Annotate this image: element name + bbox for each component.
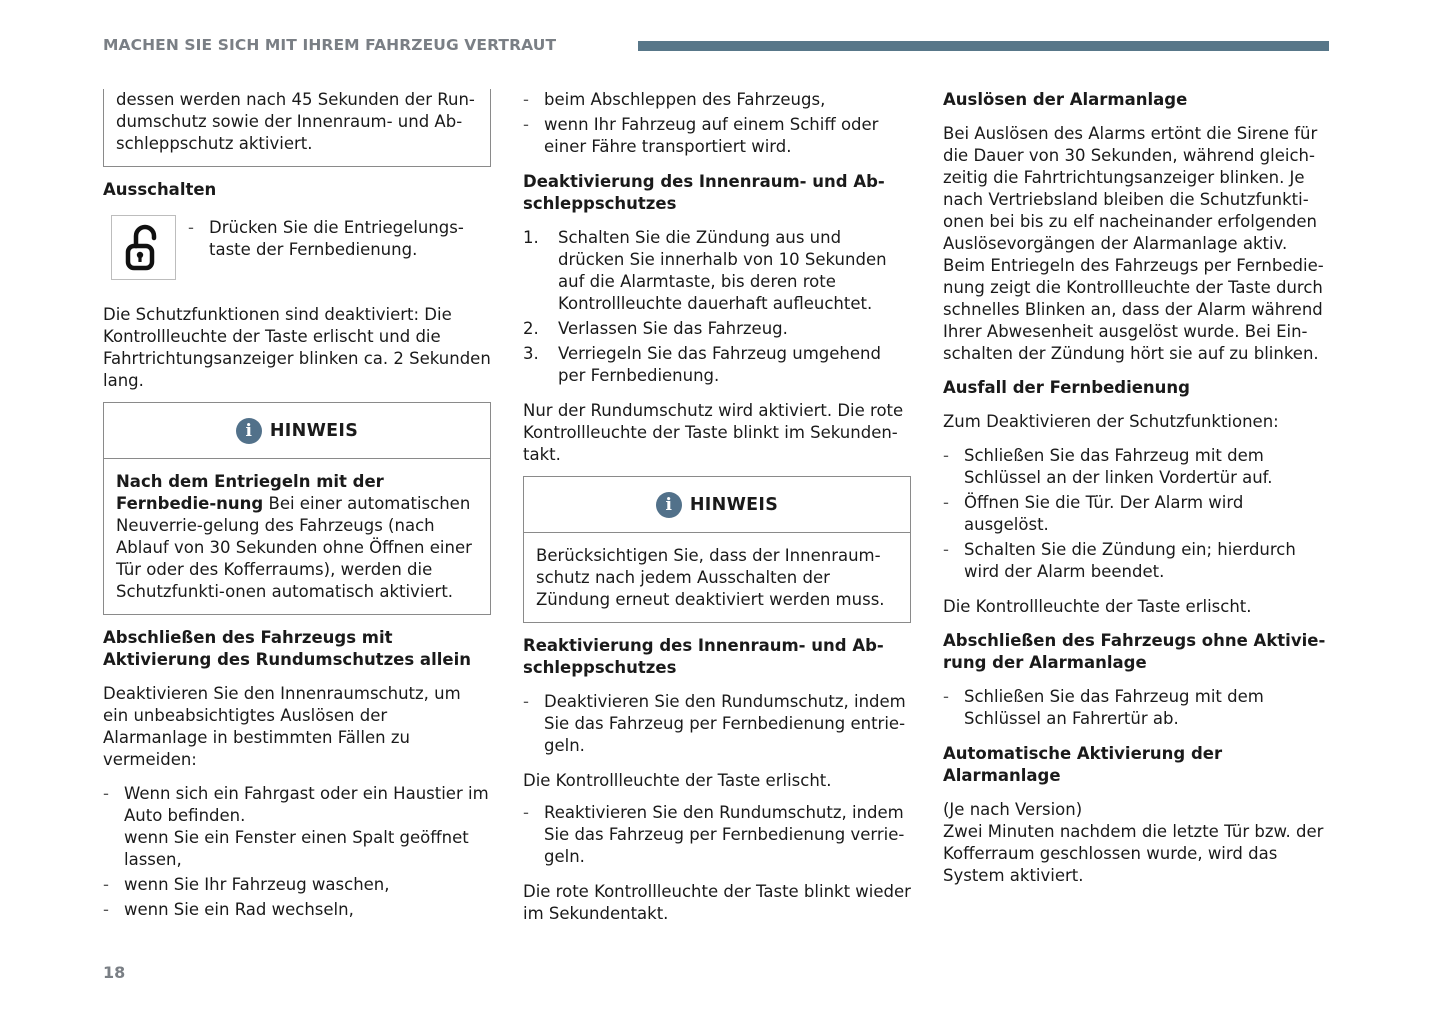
page-number: 18 — [103, 963, 126, 982]
reaktivierung-text-1: Die Kontrollleuchte der Taste erlischt. — [523, 771, 832, 790]
reaktivierung-list-2 — [523, 802, 911, 868]
ohne-alarm-list — [943, 686, 1331, 730]
auto-text: Zwei Minuten nachdem die letzte Tür bzw. der Kofferraum geschlossen wurde, wird das System aktiviert. — [943, 822, 1324, 885]
section-title: MACHEN SIE SICH MIT IHREM FAHRZEUG VERTRAUT — [103, 36, 557, 54]
hinweis-header — [104, 403, 490, 459]
hinweis-body — [104, 459, 490, 614]
deaktiviert-text: Die Schutzfunktionen sind deaktiviert: Die Kontrollleuchte der Taste erlischt und die Fahrtrichtungsanzeiger blinken ca. 2 Sekunden lang. — [103, 305, 491, 390]
column-2 — [523, 89, 911, 925]
ausschalten-heading: Ausschalten — [103, 180, 217, 199]
step-number: 3. — [523, 344, 539, 363]
hinweis-body — [524, 533, 910, 622]
step-item — [523, 343, 911, 387]
hinweis-title: HINWEIS — [689, 494, 779, 515]
list-item: - wenn Ihr Fahrzeug auf einem Schiff oder einer Fähre transportiert wird. — [523, 114, 911, 158]
ohne-alarm-heading: Abschließen des Fahrzeugs ohne Aktivie-rung der Alarmanlage — [943, 631, 1326, 672]
list-item: - Deaktivieren Sie den Rundumschutz, indem Sie das Fahrzeug per Fernbedienung entrie-geln. — [523, 691, 911, 757]
list-item: - Schalten Sie die Zündung ein; hierdurch wird der Alarm beendet. — [943, 539, 1331, 583]
info-icon: i — [236, 418, 262, 444]
hinweis-text: Berücksichtigen Sie, dass der Innenraum-schutz nach jedem Ausschalten der Zündung erneut deaktiviert werden muss. — [536, 546, 885, 609]
ausfall-text: Zum Deaktivieren der Schutzfunktionen: — [943, 412, 1279, 431]
ausschalten-row — [103, 213, 491, 280]
unlock-icon-frame — [111, 215, 176, 280]
hinweis-box-1 — [103, 402, 491, 615]
hinweis-box-2 — [523, 476, 911, 623]
deaktivierung-steps — [523, 227, 911, 387]
step-number: 1. — [523, 228, 539, 247]
rundumschutz-heading: Abschließen des Fahrzeugs mit Aktivierung des Rundumschutzes allein — [103, 628, 471, 669]
list-item: - beim Abschleppen des Fahrzeugs, — [523, 89, 911, 111]
list-item: - Öffnen Sie die Tür. Der Alarm wird ausgelöst. — [943, 492, 1331, 536]
step-number: 2. — [523, 319, 539, 338]
ausfall-heading: Ausfall der Fernbedienung — [943, 378, 1190, 397]
hinweis-bold: Nach dem Entriegeln mit der Fernbedie-nung — [116, 472, 384, 513]
step-text: Verriegeln Sie das Fahrzeug umgehend per Fernbedienung. — [558, 344, 881, 385]
list-item — [103, 783, 491, 871]
header-rule — [638, 41, 1329, 51]
hinweis-header — [524, 477, 910, 533]
alarm-text: Bei Auslösen des Alarms ertönt die Sirene für die Dauer von 30 Sekunden, während gleich-zeitig die Fahrtrichtungsanzeiger blinken. Je nach Vertriebsland bleiben die Schutzfunkti-onen bei bis zu elf nacheinander erfolgenden Auslösevorgängen der Alarmanlage aktiv. Beim Entriegeln des Fahrzeugs per Fernbedie-nung zeigt die Kontrollleuchte der Taste durch schnelles Blinken an, dass der Alarm während Ihrer Abwesenheit ausgelöst wurde. Bei Ein-schalten der Zündung hört sie auf zu blinken. — [943, 124, 1324, 363]
list-item: - Schließen Sie das Fahrzeug mit dem Schlüssel an Fahrertür ab. — [943, 686, 1331, 730]
auto-aktivierung-heading: Automatische Aktivierung der Alarmanlage — [943, 744, 1223, 785]
deaktivierung-result: Nur der Rundumschutz wird aktiviert. Die rote Kontrollleuchte der Taste blinkt im Sekunden-takt. — [523, 401, 904, 464]
hinweis-text — [116, 471, 478, 603]
list-item-line: Wenn sich ein Fahrgast oder ein Haustier im Auto befinden. — [124, 784, 489, 825]
ausfall-list — [943, 445, 1331, 583]
list-item: - Schließen Sie das Fahrzeug mit dem Schlüssel an der linken Vordertür auf. — [943, 445, 1331, 489]
alarm-heading: Auslösen der Alarmanlage — [943, 90, 1188, 109]
unlock-icon — [122, 224, 166, 272]
info-icon: i — [656, 492, 682, 518]
list-item: - wenn Sie Ihr Fahrzeug waschen, — [103, 874, 491, 896]
step-text: Schalten Sie die Zündung aus und drücken Sie innerhalb von 10 Sekunden auf die Alarmtaste, bis deren rote Kontrollleuchte dauerhaft aufleuchtet. — [558, 228, 887, 313]
rundumschutz-text: Deaktivieren Sie den Innenraumschutz, um ein unbeabsichtigtes Auslösen der Alarmanlage in bestimmten Fällen zu vermeiden: — [103, 684, 461, 769]
page-header — [103, 36, 1329, 56]
rundumschutz-list — [103, 783, 491, 921]
reaktivierung-list-1 — [523, 691, 911, 757]
list-item-line: wenn Sie ein Fenster einen Spalt geöffnet lassen, — [124, 828, 469, 869]
continued-box-text: dessen werden nach 45 Sekunden der Run-dumschutz sowie der Innenraum- und Ab-schleppschutz aktiviert. — [116, 90, 475, 153]
reaktivierung-heading: Reaktivierung des Innenraum- und Ab-schleppschutzes — [523, 636, 884, 677]
top-list — [523, 89, 911, 158]
list-item: - wenn Sie ein Rad wechseln, — [103, 899, 491, 921]
step-item — [523, 318, 911, 340]
step-item — [523, 227, 911, 315]
ausschalten-list — [188, 217, 491, 264]
hinweis-title: HINWEIS — [269, 420, 359, 441]
deaktivierung-heading: Deaktivierung des Innenraum- und Ab-schleppschutzes — [523, 172, 885, 213]
column-1 — [103, 89, 491, 924]
continued-box — [103, 89, 491, 167]
step-text: Verlassen Sie das Fahrzeug. — [558, 319, 788, 338]
list-item: - Reaktivieren Sie den Rundumschutz, indem Sie das Fahrzeug per Fernbedienung verrie-geln. — [523, 802, 911, 868]
auto-version: (Je nach Version) — [943, 800, 1083, 819]
column-3 — [943, 89, 1331, 887]
ausfall-result: Die Kontrollleuchte der Taste erlischt. — [943, 597, 1252, 616]
hinweis-rest: Bei einer automatischen Neuverrie-gelung des Fahrzeugs (nach Ablauf von 30 Sekunden ohne Öffnen einer Tür oder des Kofferraums), werden die Schutzfunkti-onen automatisch aktiviert. — [116, 494, 472, 601]
list-item: - Drücken Sie die Entriegelungs-taste der Fernbedienung. — [188, 217, 491, 261]
reaktivierung-text-2: Die rote Kontrollleuchte der Taste blinkt wieder im Sekundentakt. — [523, 882, 911, 923]
